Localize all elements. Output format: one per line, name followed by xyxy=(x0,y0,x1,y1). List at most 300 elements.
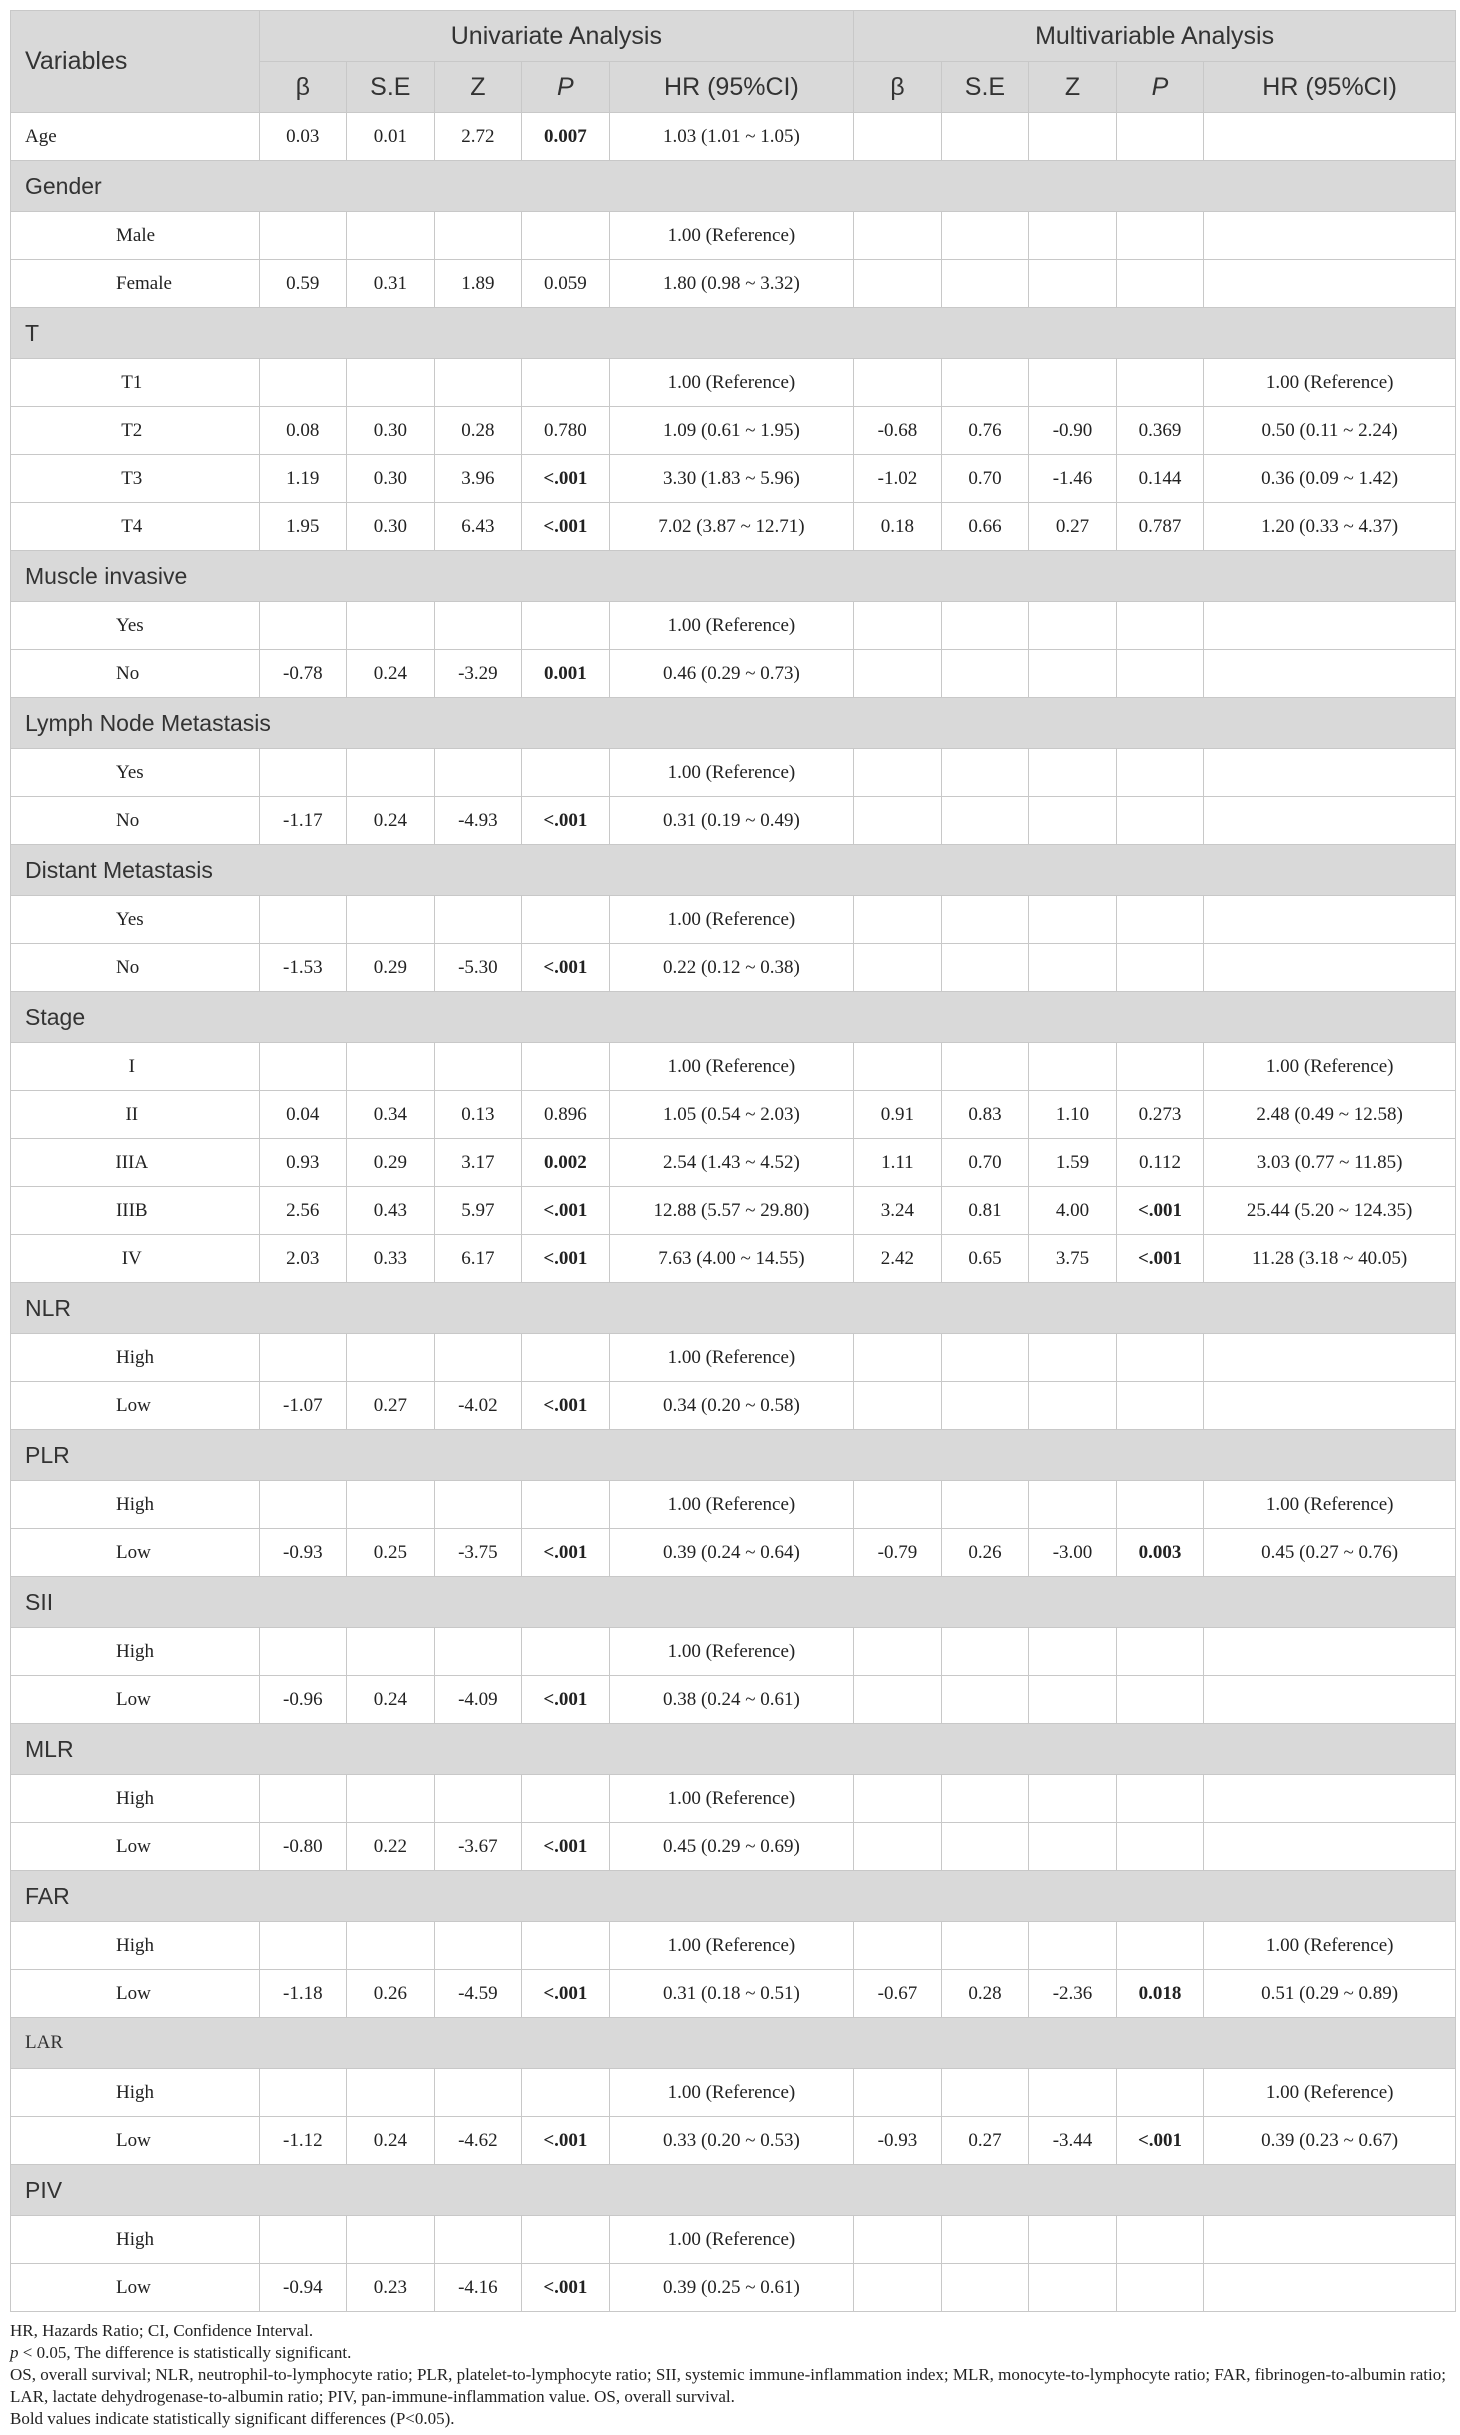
uni-z-cell xyxy=(434,1334,522,1382)
multi-beta-cell xyxy=(854,1922,942,1970)
multi-beta-cell: 0.18 xyxy=(854,503,942,551)
uni-beta-cell xyxy=(259,602,347,650)
category-label: LAR xyxy=(11,2018,1456,2069)
uni-hr-cell: 1.00 (Reference) xyxy=(609,602,854,650)
multi-beta-cell xyxy=(854,113,942,161)
row-label: Male xyxy=(11,212,260,260)
multi-z-cell xyxy=(1029,1043,1117,1091)
row-label: Female xyxy=(11,260,260,308)
uni-beta-cell xyxy=(259,2216,347,2264)
multi-beta-cell xyxy=(854,602,942,650)
uni-se-cell xyxy=(347,2216,435,2264)
table-row xyxy=(11,602,1456,650)
category-label: PLR xyxy=(11,1430,1456,1481)
multi-se-cell: 0.28 xyxy=(941,1970,1029,2018)
uni-beta-cell: 1.19 xyxy=(259,455,347,503)
uni-se-cell: 0.24 xyxy=(347,1676,435,1724)
multi-hr-cell: 1.00 (Reference) xyxy=(1204,1481,1456,1529)
uni-z-cell xyxy=(434,1043,522,1091)
row-label: High xyxy=(11,2216,260,2264)
multi-beta-cell xyxy=(854,797,942,845)
uni-hr-cell: 2.54 (1.43 ~ 4.52) xyxy=(609,1139,854,1187)
uni-hr-cell: 0.34 (0.20 ~ 0.58) xyxy=(609,1382,854,1430)
uni-beta-cell xyxy=(259,1334,347,1382)
uni-se-cell xyxy=(347,212,435,260)
multi-beta-cell xyxy=(854,650,942,698)
multi-se-cell xyxy=(941,113,1029,161)
multi-beta-cell: 0.91 xyxy=(854,1091,942,1139)
uni-se-cell: 0.30 xyxy=(347,407,435,455)
multi-hr-cell: 2.48 (0.49 ~ 12.58) xyxy=(1204,1091,1456,1139)
uni-z-cell: 6.17 xyxy=(434,1235,522,1283)
multi-p-cell xyxy=(1116,1628,1204,1676)
uni-se-cell xyxy=(347,1043,435,1091)
multi-se-cell xyxy=(941,212,1029,260)
table-footnotes xyxy=(10,2320,1456,2430)
uni-se-cell xyxy=(347,359,435,407)
multi-se-cell xyxy=(941,260,1029,308)
multi-p-cell xyxy=(1116,797,1204,845)
multi-beta-cell: -0.67 xyxy=(854,1970,942,2018)
category-label: Lymph Node Metastasis xyxy=(11,698,1456,749)
multi-hr-cell: 11.28 (3.18 ~ 40.05) xyxy=(1204,1235,1456,1283)
category-row xyxy=(11,1283,1456,1334)
multi-p-cell xyxy=(1116,113,1204,161)
multi-hr-cell xyxy=(1204,944,1456,992)
multi-hr-cell xyxy=(1204,1676,1456,1724)
uni-beta-cell: -0.93 xyxy=(259,1529,347,1577)
uni-z-cell: -3.29 xyxy=(434,650,522,698)
multi-beta-cell: -0.79 xyxy=(854,1529,942,1577)
row-label: High xyxy=(11,1334,260,1382)
table-row xyxy=(11,1382,1456,1430)
uni-beta-cell: -1.18 xyxy=(259,1970,347,2018)
uni-hr-cell: 1.00 (Reference) xyxy=(609,1334,854,1382)
table-row xyxy=(11,1139,1456,1187)
col-se-uni: S.E xyxy=(347,62,435,113)
uni-z-cell xyxy=(434,749,522,797)
uni-hr-cell: 0.31 (0.18 ~ 0.51) xyxy=(609,1970,854,2018)
multi-beta-cell xyxy=(854,749,942,797)
table-row xyxy=(11,1922,1456,1970)
multi-beta-cell xyxy=(854,1823,942,1871)
multi-hr-cell xyxy=(1204,896,1456,944)
uni-z-cell xyxy=(434,1481,522,1529)
uni-se-cell: 0.34 xyxy=(347,1091,435,1139)
multi-se-cell xyxy=(941,1676,1029,1724)
uni-p-cell: 0.002 xyxy=(522,1139,610,1187)
multi-z-cell xyxy=(1029,1922,1117,1970)
uni-p-cell: 0.007 xyxy=(522,113,610,161)
row-label: T2 xyxy=(11,407,260,455)
uni-beta-cell xyxy=(259,2069,347,2117)
uni-z-cell xyxy=(434,2216,522,2264)
multi-beta-cell xyxy=(854,2069,942,2117)
uni-p-cell xyxy=(522,2069,610,2117)
multi-p-cell xyxy=(1116,1382,1204,1430)
uni-z-cell: 3.96 xyxy=(434,455,522,503)
multi-z-cell: 4.00 xyxy=(1029,1187,1117,1235)
uni-hr-cell: 1.00 (Reference) xyxy=(609,896,854,944)
multi-p-cell: <.001 xyxy=(1116,1235,1204,1283)
multi-p-cell xyxy=(1116,1043,1204,1091)
multi-p-cell: <.001 xyxy=(1116,1187,1204,1235)
row-label: T1 xyxy=(11,359,260,407)
col-p-multi: P xyxy=(1116,62,1204,113)
row-label: High xyxy=(11,1775,260,1823)
uni-beta-cell: 2.56 xyxy=(259,1187,347,1235)
col-beta-multi: β xyxy=(854,62,942,113)
uni-beta-cell: 2.03 xyxy=(259,1235,347,1283)
variables-header: Variables xyxy=(11,11,260,113)
row-label: II xyxy=(11,1091,260,1139)
uni-z-cell: -4.09 xyxy=(434,1676,522,1724)
table-row xyxy=(11,1823,1456,1871)
category-label: Muscle invasive xyxy=(11,551,1456,602)
uni-p-cell xyxy=(522,1775,610,1823)
multi-beta-cell xyxy=(854,212,942,260)
category-label: FAR xyxy=(11,1871,1456,1922)
uni-z-cell: -4.93 xyxy=(434,797,522,845)
uni-beta-cell: 0.03 xyxy=(259,113,347,161)
multi-z-cell xyxy=(1029,944,1117,992)
uni-p-cell: <.001 xyxy=(522,503,610,551)
uni-hr-cell: 0.45 (0.29 ~ 0.69) xyxy=(609,1823,854,1871)
table-row xyxy=(11,1235,1456,1283)
multi-se-cell xyxy=(941,2069,1029,2117)
category-row xyxy=(11,1577,1456,1628)
uni-se-cell xyxy=(347,1775,435,1823)
table-row xyxy=(11,1334,1456,1382)
multi-z-cell xyxy=(1029,2264,1117,2312)
uni-hr-cell: 1.00 (Reference) xyxy=(609,749,854,797)
row-label: Low xyxy=(11,1970,260,2018)
uni-se-cell xyxy=(347,896,435,944)
multi-se-cell xyxy=(941,1382,1029,1430)
uni-se-cell xyxy=(347,602,435,650)
uni-p-cell: <.001 xyxy=(522,944,610,992)
row-label: High xyxy=(11,1922,260,1970)
row-label: Yes xyxy=(11,896,260,944)
row-label: IV xyxy=(11,1235,260,1283)
table-container xyxy=(10,10,1456,2430)
multi-p-cell xyxy=(1116,2069,1204,2117)
multi-z-cell xyxy=(1029,1676,1117,1724)
multi-hr-cell xyxy=(1204,1823,1456,1871)
row-label: T4 xyxy=(11,503,260,551)
uni-p-cell xyxy=(522,359,610,407)
row-label: IIIA xyxy=(11,1139,260,1187)
footnote-significance: p < 0.05, The difference is statistically significant. xyxy=(10,2343,352,2362)
category-row xyxy=(11,2165,1456,2216)
multi-z-cell xyxy=(1029,650,1117,698)
multi-z-cell xyxy=(1029,1481,1117,1529)
multi-hr-cell xyxy=(1204,650,1456,698)
row-label: I xyxy=(11,1043,260,1091)
multi-se-cell xyxy=(941,1823,1029,1871)
category-label: PIV xyxy=(11,2165,1456,2216)
uni-z-cell: -5.30 xyxy=(434,944,522,992)
col-hr-uni: HR (95%CI) xyxy=(609,62,854,113)
uni-z-cell: 3.17 xyxy=(434,1139,522,1187)
multivariable-header: Multivariable Analysis xyxy=(854,11,1456,62)
multi-z-cell xyxy=(1029,359,1117,407)
uni-z-cell xyxy=(434,212,522,260)
col-z-uni: Z xyxy=(434,62,522,113)
uni-se-cell: 0.29 xyxy=(347,1139,435,1187)
multi-se-cell: 0.70 xyxy=(941,1139,1029,1187)
multi-z-cell xyxy=(1029,2216,1117,2264)
uni-p-cell: 0.780 xyxy=(522,407,610,455)
multi-se-cell xyxy=(941,359,1029,407)
multi-beta-cell: 3.24 xyxy=(854,1187,942,1235)
uni-p-cell: <.001 xyxy=(522,1187,610,1235)
uni-z-cell xyxy=(434,1775,522,1823)
uni-se-cell: 0.24 xyxy=(347,2117,435,2165)
multi-beta-cell xyxy=(854,1628,942,1676)
multi-beta-cell: -1.02 xyxy=(854,455,942,503)
multi-se-cell xyxy=(941,2264,1029,2312)
category-label: SII xyxy=(11,1577,1456,1628)
row-label: Low xyxy=(11,2264,260,2312)
uni-hr-cell: 0.39 (0.24 ~ 0.64) xyxy=(609,1529,854,1577)
uni-beta-cell: -1.07 xyxy=(259,1382,347,1430)
multi-p-cell xyxy=(1116,944,1204,992)
col-se-multi: S.E xyxy=(941,62,1029,113)
multi-p-cell xyxy=(1116,749,1204,797)
multi-z-cell xyxy=(1029,1334,1117,1382)
multi-beta-cell xyxy=(854,944,942,992)
uni-hr-cell: 0.33 (0.20 ~ 0.53) xyxy=(609,2117,854,2165)
uni-beta-cell xyxy=(259,212,347,260)
uni-se-cell: 0.26 xyxy=(347,1970,435,2018)
category-label: Distant Metastasis xyxy=(11,845,1456,896)
multi-z-cell: 1.59 xyxy=(1029,1139,1117,1187)
uni-p-cell: <.001 xyxy=(522,455,610,503)
uni-hr-cell: 0.31 (0.19 ~ 0.49) xyxy=(609,797,854,845)
uni-hr-cell: 0.46 (0.29 ~ 0.73) xyxy=(609,650,854,698)
multi-hr-cell xyxy=(1204,113,1456,161)
multi-hr-cell xyxy=(1204,1775,1456,1823)
category-row xyxy=(11,2018,1456,2069)
multi-p-cell: 0.003 xyxy=(1116,1529,1204,1577)
uni-p-cell: 0.896 xyxy=(522,1091,610,1139)
multi-z-cell: -2.36 xyxy=(1029,1970,1117,2018)
multi-se-cell xyxy=(941,650,1029,698)
multi-hr-cell: 0.45 (0.27 ~ 0.76) xyxy=(1204,1529,1456,1577)
uni-hr-cell: 0.38 (0.24 ~ 0.61) xyxy=(609,1676,854,1724)
table-header xyxy=(11,11,1456,113)
multi-hr-cell: 25.44 (5.20 ~ 124.35) xyxy=(1204,1187,1456,1235)
uni-se-cell: 0.27 xyxy=(347,1382,435,1430)
uni-beta-cell: -1.17 xyxy=(259,797,347,845)
uni-hr-cell: 7.02 (3.87 ~ 12.71) xyxy=(609,503,854,551)
uni-hr-cell: 0.22 (0.12 ~ 0.38) xyxy=(609,944,854,992)
multi-z-cell xyxy=(1029,896,1117,944)
table-row xyxy=(11,1187,1456,1235)
multi-se-cell xyxy=(941,602,1029,650)
table-row xyxy=(11,749,1456,797)
multi-p-cell: 0.369 xyxy=(1116,407,1204,455)
uni-z-cell: 5.97 xyxy=(434,1187,522,1235)
row-label: High xyxy=(11,1628,260,1676)
multi-beta-cell xyxy=(854,1775,942,1823)
table-row xyxy=(11,212,1456,260)
uni-se-cell: 0.23 xyxy=(347,2264,435,2312)
multi-se-cell: 0.27 xyxy=(941,2117,1029,2165)
multi-se-cell: 0.81 xyxy=(941,1187,1029,1235)
uni-p-cell: <.001 xyxy=(522,1529,610,1577)
multi-se-cell: 0.66 xyxy=(941,503,1029,551)
row-label: Low xyxy=(11,2117,260,2165)
uni-z-cell: 1.89 xyxy=(434,260,522,308)
uni-beta-cell xyxy=(259,1922,347,1970)
multi-p-cell xyxy=(1116,602,1204,650)
multi-beta-cell xyxy=(854,359,942,407)
uni-p-cell xyxy=(522,1481,610,1529)
uni-beta-cell: 0.04 xyxy=(259,1091,347,1139)
uni-se-cell: 0.30 xyxy=(347,455,435,503)
uni-z-cell xyxy=(434,896,522,944)
multi-hr-cell xyxy=(1204,1334,1456,1382)
uni-hr-cell: 12.88 (5.57 ~ 29.80) xyxy=(609,1187,854,1235)
multi-p-cell xyxy=(1116,359,1204,407)
uni-hr-cell: 1.00 (Reference) xyxy=(609,212,854,260)
table-row xyxy=(11,1481,1456,1529)
table-row xyxy=(11,407,1456,455)
category-row xyxy=(11,1724,1456,1775)
multi-se-cell: 0.65 xyxy=(941,1235,1029,1283)
row-label: High xyxy=(11,1481,260,1529)
category-label: Stage xyxy=(11,992,1456,1043)
uni-se-cell: 0.25 xyxy=(347,1529,435,1577)
multi-beta-cell: -0.93 xyxy=(854,2117,942,2165)
table-row xyxy=(11,797,1456,845)
multi-hr-cell: 0.50 (0.11 ~ 2.24) xyxy=(1204,407,1456,455)
table-row xyxy=(11,1775,1456,1823)
uni-z-cell xyxy=(434,2069,522,2117)
row-label: Yes xyxy=(11,749,260,797)
multi-z-cell xyxy=(1029,2069,1117,2117)
multi-z-cell: 3.75 xyxy=(1029,1235,1117,1283)
multi-hr-cell: 1.00 (Reference) xyxy=(1204,1922,1456,1970)
multi-p-cell: 0.273 xyxy=(1116,1091,1204,1139)
row-label: Age xyxy=(11,113,260,161)
uni-se-cell: 0.01 xyxy=(347,113,435,161)
col-beta-uni: β xyxy=(259,62,347,113)
uni-se-cell: 0.29 xyxy=(347,944,435,992)
uni-p-cell: <.001 xyxy=(522,2264,610,2312)
multi-z-cell xyxy=(1029,260,1117,308)
multi-z-cell: 1.10 xyxy=(1029,1091,1117,1139)
uni-se-cell xyxy=(347,1334,435,1382)
multi-se-cell: 0.83 xyxy=(941,1091,1029,1139)
multi-hr-cell: 0.51 (0.29 ~ 0.89) xyxy=(1204,1970,1456,2018)
multi-p-cell xyxy=(1116,1775,1204,1823)
multi-hr-cell xyxy=(1204,602,1456,650)
table-row xyxy=(11,2069,1456,2117)
multi-p-cell: 0.112 xyxy=(1116,1139,1204,1187)
uni-p-cell: <.001 xyxy=(522,2117,610,2165)
multi-z-cell xyxy=(1029,797,1117,845)
multi-se-cell xyxy=(941,797,1029,845)
multi-hr-cell: 0.36 (0.09 ~ 1.42) xyxy=(1204,455,1456,503)
multi-hr-cell xyxy=(1204,749,1456,797)
uni-se-cell: 0.24 xyxy=(347,797,435,845)
uni-z-cell: -4.02 xyxy=(434,1382,522,1430)
multi-z-cell: -3.00 xyxy=(1029,1529,1117,1577)
uni-p-cell: <.001 xyxy=(522,1970,610,2018)
multi-z-cell xyxy=(1029,602,1117,650)
multi-z-cell: -3.44 xyxy=(1029,2117,1117,2165)
multi-beta-cell: 1.11 xyxy=(854,1139,942,1187)
multi-p-cell xyxy=(1116,1481,1204,1529)
table-row xyxy=(11,2264,1456,2312)
uni-p-cell xyxy=(522,212,610,260)
uni-z-cell xyxy=(434,602,522,650)
multi-beta-cell xyxy=(854,1334,942,1382)
uni-hr-cell: 1.00 (Reference) xyxy=(609,1922,854,1970)
multi-hr-cell xyxy=(1204,260,1456,308)
uni-hr-cell: 3.30 (1.83 ~ 5.96) xyxy=(609,455,854,503)
uni-p-cell: <.001 xyxy=(522,1382,610,1430)
uni-hr-cell: 1.00 (Reference) xyxy=(609,1481,854,1529)
table-row xyxy=(11,455,1456,503)
uni-p-cell: <.001 xyxy=(522,1235,610,1283)
footnote-abbrev: HR, Hazards Ratio; CI, Confidence Interval. xyxy=(10,2321,314,2340)
uni-z-cell: -4.59 xyxy=(434,1970,522,2018)
uni-hr-cell: 1.05 (0.54 ~ 2.03) xyxy=(609,1091,854,1139)
cox-regression-table xyxy=(10,10,1456,2312)
uni-beta-cell xyxy=(259,359,347,407)
table-row xyxy=(11,944,1456,992)
footnote-definitions: OS, overall survival; NLR, neutrophil-to-lymphocyte ratio; PLR, platelet-to-lymphocyte ratio; SII, systemic immune-inflammation index; MLR, monocyte-to-lymphocyte ratio; FAR, fibrinogen-to-albumin ratio; LAR, lactate dehydrogenase-to-albumin ratio; PIV, pan-immune-inflammation value. OS, overall survival. xyxy=(10,2365,1446,2406)
row-label: Yes xyxy=(11,602,260,650)
uni-z-cell: 0.13 xyxy=(434,1091,522,1139)
multi-hr-cell: 1.00 (Reference) xyxy=(1204,359,1456,407)
uni-beta-cell: 0.93 xyxy=(259,1139,347,1187)
uni-hr-cell: 1.80 (0.98 ~ 3.32) xyxy=(609,260,854,308)
uni-z-cell: -3.75 xyxy=(434,1529,522,1577)
row-label: Low xyxy=(11,1529,260,1577)
multi-beta-cell xyxy=(854,2216,942,2264)
multi-se-cell xyxy=(941,1628,1029,1676)
col-p-uni: P xyxy=(522,62,610,113)
multi-hr-cell xyxy=(1204,797,1456,845)
multi-p-cell xyxy=(1116,1676,1204,1724)
multi-hr-cell: 1.20 (0.33 ~ 4.37) xyxy=(1204,503,1456,551)
uni-hr-cell: 1.00 (Reference) xyxy=(609,2069,854,2117)
multi-hr-cell: 0.39 (0.23 ~ 0.67) xyxy=(1204,2117,1456,2165)
multi-beta-cell xyxy=(854,1382,942,1430)
multi-p-cell: 0.018 xyxy=(1116,1970,1204,2018)
multi-se-cell xyxy=(941,2216,1029,2264)
uni-se-cell: 0.43 xyxy=(347,1187,435,1235)
footnote-bold: Bold values indicate statistically significant differences (P<0.05). xyxy=(10,2409,455,2428)
uni-se-cell xyxy=(347,1922,435,1970)
table-row xyxy=(11,2117,1456,2165)
multi-p-cell xyxy=(1116,1823,1204,1871)
multi-p-cell: <.001 xyxy=(1116,2117,1204,2165)
table-row xyxy=(11,1970,1456,2018)
multi-se-cell xyxy=(941,1043,1029,1091)
uni-se-cell: 0.31 xyxy=(347,260,435,308)
multi-p-cell: 0.144 xyxy=(1116,455,1204,503)
uni-p-cell: <.001 xyxy=(522,1676,610,1724)
multi-se-cell xyxy=(941,896,1029,944)
uni-beta-cell xyxy=(259,1481,347,1529)
row-label: No xyxy=(11,650,260,698)
